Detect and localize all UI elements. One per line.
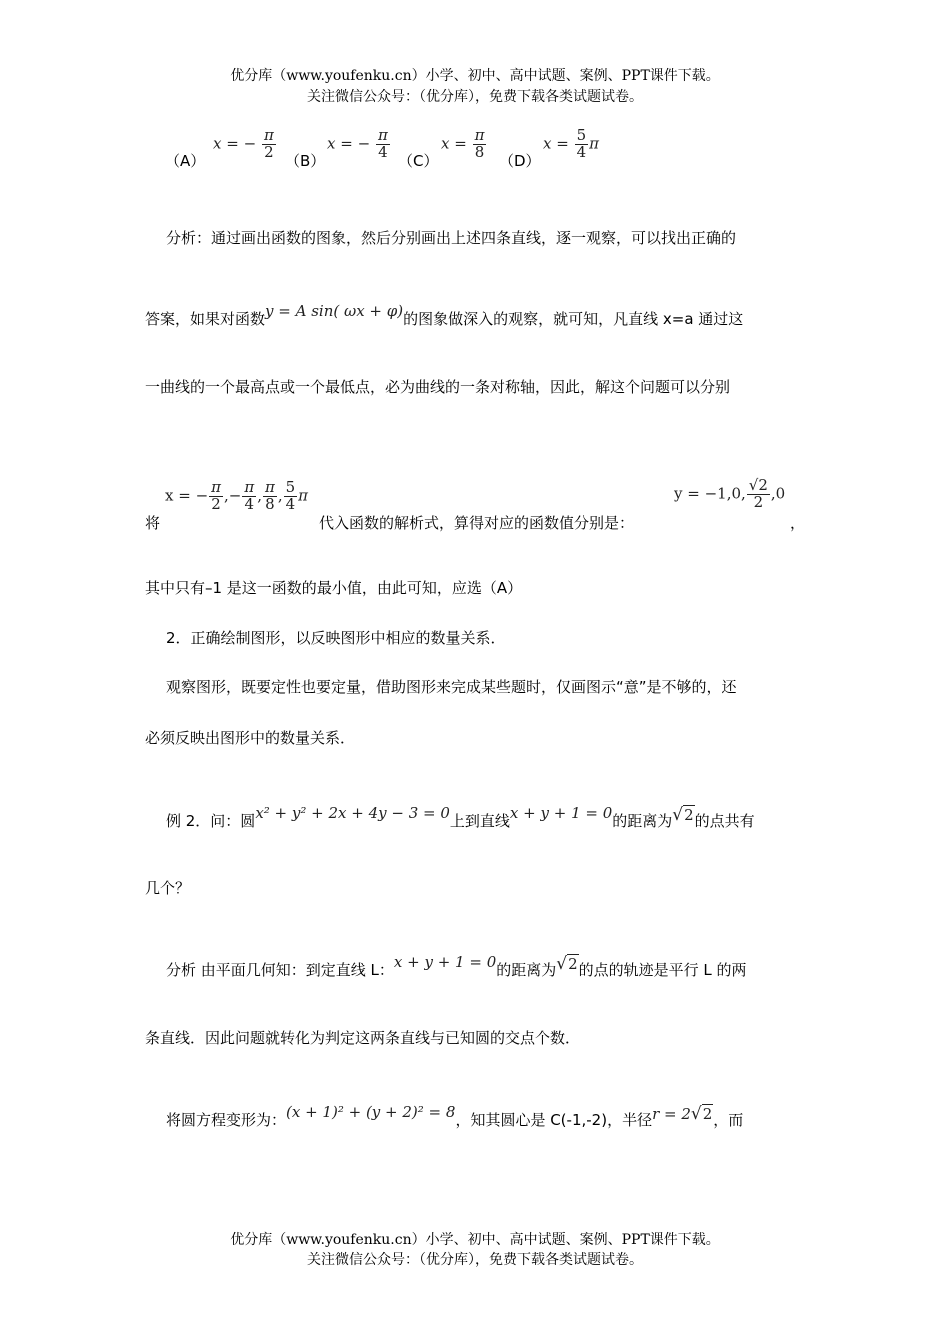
option-c-label: （C）	[398, 152, 439, 170]
header-line-1: 优分库（www.youfenku.cn）小学、初中、高中试题、案例、PPT课件下载。	[230, 68, 720, 84]
distance-sqrt2: √2	[672, 805, 694, 825]
option-c-formula: x = $\frac{\pi}{8}$	[441, 126, 485, 161]
radius-formula: r = 2√2	[652, 1104, 713, 1124]
example2-line1: 例 2．问：圆x² + y² + 2x + 4y − 3 = 0上到直线x + y + 1 = 0的距离为√2的点共有	[166, 804, 755, 830]
circle-equation: x² + y² + 2x + 4y − 3 = 0	[255, 804, 450, 822]
function-formula: y = A sin( ωx + φ)	[265, 302, 404, 320]
distance-sqrt2-b: √2	[556, 954, 578, 974]
analysis1-line5: 其中只有–1 是这一函数的最小值，由此可知，应选（A）	[145, 579, 523, 597]
analysis1-line4-start: 将	[145, 514, 161, 532]
section2-title: 2．正确绘制图形，以反映图形中相应的数量关系．	[166, 629, 506, 647]
y-values-formula: y = −1,0, $\frac{√2}{2}$ ,0	[674, 476, 786, 511]
footer-line-2: 关注微信公众号：（优分库），免费下载各类试题试卷。	[307, 1252, 643, 1268]
option-b-formula: x = − $\frac{\pi}{4}$	[327, 126, 388, 161]
line-equation: x + y + 1 = 0	[509, 804, 613, 822]
analysis2-line1: 分析 由平面几何知：到定直线 L：x + y + 1 = 0的距离为√2的点的轨迹是平行 L 的两	[166, 953, 747, 979]
line-l-equation: x + y + 1 = 0	[393, 953, 497, 971]
analysis1-line2: 答案，如果对函数y = A sin( ωx + φ)的图象做深入的观察，就可知，凡直线 x=a 通过这	[145, 302, 744, 328]
analysis1-line1: 分析：通过画出函数的图象，然后分别画出上述四条直线，逐一观察，可以找出正确的	[166, 229, 737, 247]
option-d-label: （D）	[499, 152, 541, 170]
analysis1-line4-end: ，	[790, 514, 806, 532]
option-a-formula: x = − $\frac{\pi}{2}$	[213, 126, 274, 161]
example2-line2: 几个？	[145, 879, 191, 897]
standard-form-equation: (x + 1)² + (y + 2)² = 8	[286, 1103, 456, 1121]
analysis1-line3: 一曲线的一个最高点或一个最低点，必为曲线的一条对称轴，因此，解这个问题可以分别	[145, 378, 731, 396]
x-values-formula: x = − $\frac{\pi}{2}$ ,− $\frac{\pi}{4}$ , $\frac{\pi}{8}$ , $\frac{5}{4}$ π	[165, 478, 309, 513]
analysis1-line4-mid: 代入函数的解析式，算得对应的函数值分别是：	[319, 514, 635, 532]
option-a-label: （A）	[165, 152, 206, 170]
analysis2-line2: 条直线．因此问题就转化为判定这两条直线与已知圆的交点个数．	[145, 1029, 581, 1047]
option-d-formula: x = $\frac{5}{4}$ π	[543, 126, 600, 161]
option-b-label: （B）	[285, 152, 326, 170]
header-line-2: 关注微信公众号：（优分库），免费下载各类试题试卷。	[307, 89, 643, 105]
transform-line: 将圆方程变形为：(x + 1)² + (y + 2)² = 8，知其圆心是 C(-1,-2)，半径r = 2√2，而	[166, 1103, 744, 1129]
section2-p2: 必须反映出图形中的数量关系．	[145, 729, 356, 747]
footer-line-1: 优分库（www.youfenku.cn）小学、初中、高中试题、案例、PPT课件下载。	[230, 1232, 720, 1248]
section2-p1: 观察图形，既要定性也要定量，借助图形来完成某些题时，仅画图示“意”是不够的，还	[166, 678, 737, 696]
